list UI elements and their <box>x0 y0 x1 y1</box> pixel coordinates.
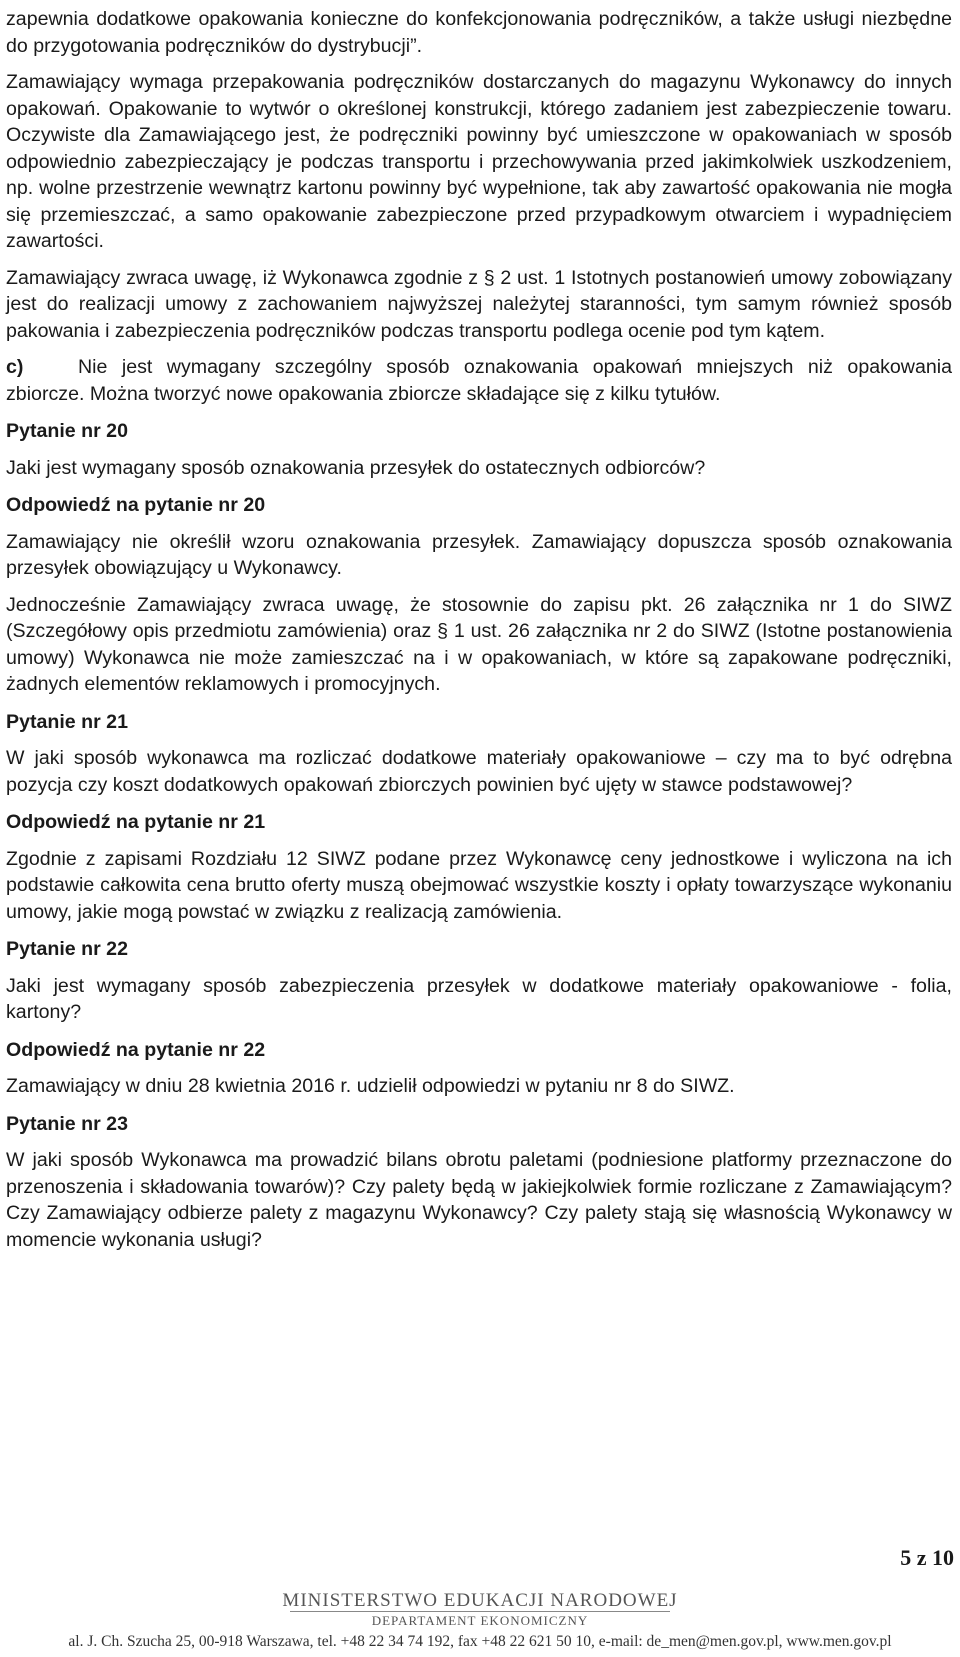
paragraph-diligence: Zamawiający zwraca uwagę, iż Wykonawca zgodnie z § 2 ust. 1 Istotnych postanowień umowy zobowiązany jest do realizacji umowy z zachowaniem najwyższej należytej staranności, tym samym również sposób pakowania i zabezpieczenia podręczników podczas transportu podlega ocenie pod tym kątem. <box>6 266 952 342</box>
question-20-heading: Pytanie nr 20 <box>6 420 128 442</box>
answer-20-text: Zamawiający nie określił wzoru oznakowania przesyłek. Zamawiający dopuszcza sposób oznakowania przesyłek obowiązujący u Wykonawcy. <box>6 530 952 579</box>
paragraph-repackaging: Zamawiający wymaga przepakowania podręczników dostarczanych do magazynu Wykonawcy do innych opakowań. Opakowanie to wytwór o określonej konstrukcji, którego zadaniem jest zabezpieczenie towaru. Oczywiste dla Zamawiającego jest, że podręczniki powinny być umieszczone w opakowaniach w sposób odpowiednio zabezpieczający je podczas transportu i przechowywania przed jakimkolwiek uszkodzeniem, np. wolne przestrzenie wewnątrz kartonu powinny być wypełnione, tak aby zawartość opakowania nie mogła się przemieszczać, a samo opakowanie zabezpieczone przed przypadkowym otwarciem i wypadnięciem zawartości. <box>6 71 952 252</box>
footer-department: DEPARTAMENT EKONOMICZNY <box>371 1613 589 1628</box>
answer-22-text: Zamawiający w dniu 28 kwietnia 2016 r. udzielił odpowiedzi w pytaniu nr 8 do SIWZ. <box>6 1075 735 1097</box>
question-20-text: Jaki jest wymagany sposób oznakowania przesyłek do ostatecznych odbiorców? <box>6 456 706 479</box>
question-22-text: Jaki jest wymagany sposób zabezpieczenia przesyłek w dodatkowe materiały opakowaniowe - folia, kartony? <box>6 974 952 1023</box>
question-23-heading: Pytanie nr 23 <box>6 1112 128 1135</box>
item-label-c: c) <box>6 356 24 378</box>
footer-divider <box>290 1611 670 1612</box>
question-23-text: W jaki sposób Wykonawca ma prowadzić bilans obrotu paletami (podniesione platformy przeznaczone do przenoszenia i składowania towarów)? Czy palety będą w jakiejkolwiek formie rozliczane z Zamawiającym? Czy Zamawiający odbierze palety z magazynu Wykonawcy? Czy palety stają się własnością Wykonawcy w momencie wykonania usługi? <box>6 1149 952 1251</box>
footer-address: al. J. Ch. Szucha 25, 00-918 Warszawa, tel. +48 22 34 74 192, fax +48 22 621 50 10, e-mail: de_men@men.gov.pl, www.men.gov.pl <box>68 1633 892 1650</box>
answer-22-heading: Odpowiedź na pytanie nr 22 <box>6 1038 266 1061</box>
question-21-text: W jaki sposób wykonawca ma rozliczać dodatkowe materiały opakowaniowe – czy ma to być odrębna pozycja czy koszt dodatkowych opakowań zbiorczych powinien być ujęty w stawce podstawowej? <box>6 747 952 796</box>
footer-ministry-name: MINISTERSTWO EDUKACJI NARODOWEJ <box>282 1590 678 1611</box>
question-22-heading: Pytanie nr 22 <box>6 938 128 960</box>
answer-20-heading: Odpowiedź na pytanie nr 20 <box>6 494 266 516</box>
paragraph-continuation: zapewnia dodatkowe opakowania konieczne do konfekcjonowania podręczników, a także usługi niezbędne do przygotowania podręczników do dystrybucji”. <box>6 8 952 57</box>
answer-21-heading: Odpowiedź na pytanie nr 21 <box>6 811 266 833</box>
page-number: 5 z 10 <box>900 1545 954 1570</box>
answer-20-text-2: Jednocześnie Zamawiający zwraca uwagę, że stosownie do zapisu pkt. 26 załącznika nr 1 do SIWZ (Szczegółowy opis przedmiotu zamówienia) oraz § 1 ust. 26 załącznika nr 2 do SIWZ (Istotne postanowienia umowy) Wykonawca nie może zamieszczać na i w opakowaniach, w które są zapakowane podręczniki, żadnych elementów reklamowych i promocyjnych. <box>6 593 952 695</box>
question-21-heading: Pytanie nr 21 <box>6 710 128 733</box>
paragraph-c <box>6 354 952 407</box>
paragraph-c-text: Nie jest wymagany szczególny sposób oznakowania opakowań mniejszych niż opakowania zbiorcze. Można tworzyć nowe opakowania zbiorcze składające się z kilku tytułów. <box>6 356 952 405</box>
answer-21-text: Zgodnie z zapisami Rozdziału 12 SIWZ podane przez Wykonawcę ceny jednostkowe i wyliczona na ich podstawie całkowita cena brutto oferty muszą obejmować wszystkie koszty i opłaty towarzyszące wykonaniu umowy, jakie mogą powstać w związku z realizacją zamówienia. <box>6 847 952 923</box>
document-body <box>6 6 952 1253</box>
